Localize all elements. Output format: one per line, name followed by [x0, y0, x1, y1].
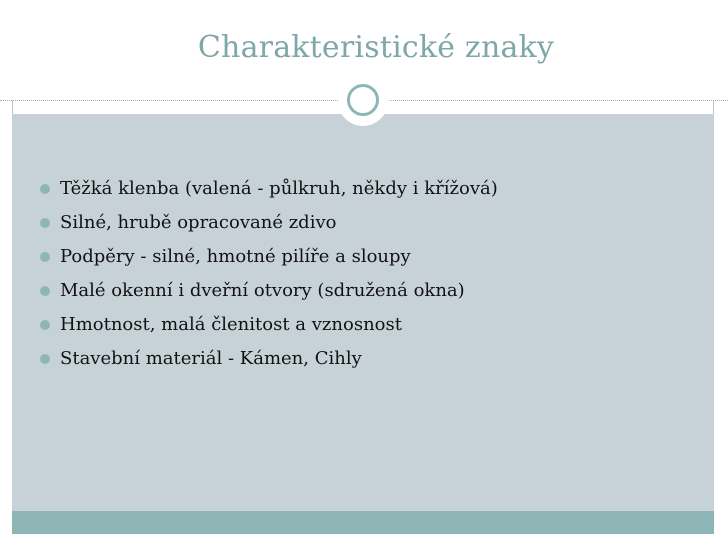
list-item [40, 210, 498, 244]
bullet-text: Podpěry - silné, hmotné pilíře a sloupy [60, 246, 411, 267]
list-item [40, 278, 498, 312]
list-item [40, 346, 498, 380]
slide-title: Charakteristické znaky [197, 30, 555, 65]
bullet-text: Silné, hrubě opracované zdivo [60, 212, 337, 233]
list-item [40, 176, 498, 210]
bullet-icon [40, 184, 50, 194]
bullet-icon [40, 354, 50, 364]
footer-band [12, 511, 714, 534]
bullet-list [40, 176, 498, 380]
bullet-icon [40, 252, 50, 262]
bullet-text: Stavební materiál - Kámen, Cihly [60, 348, 362, 369]
bullet-text: Malé okenní i dveřní otvory (sdružená okna) [60, 280, 465, 301]
bullet-icon [40, 286, 50, 296]
ring-icon [347, 84, 379, 116]
list-item [40, 244, 498, 278]
bullet-icon [40, 218, 50, 228]
bullet-text: Hmotnost, malá členitost a vznosnost [60, 314, 402, 335]
bullet-icon [40, 320, 50, 330]
list-item [40, 312, 498, 346]
bullet-text: Těžká klenba (valená - půlkruh, někdy i křížová) [60, 178, 498, 199]
